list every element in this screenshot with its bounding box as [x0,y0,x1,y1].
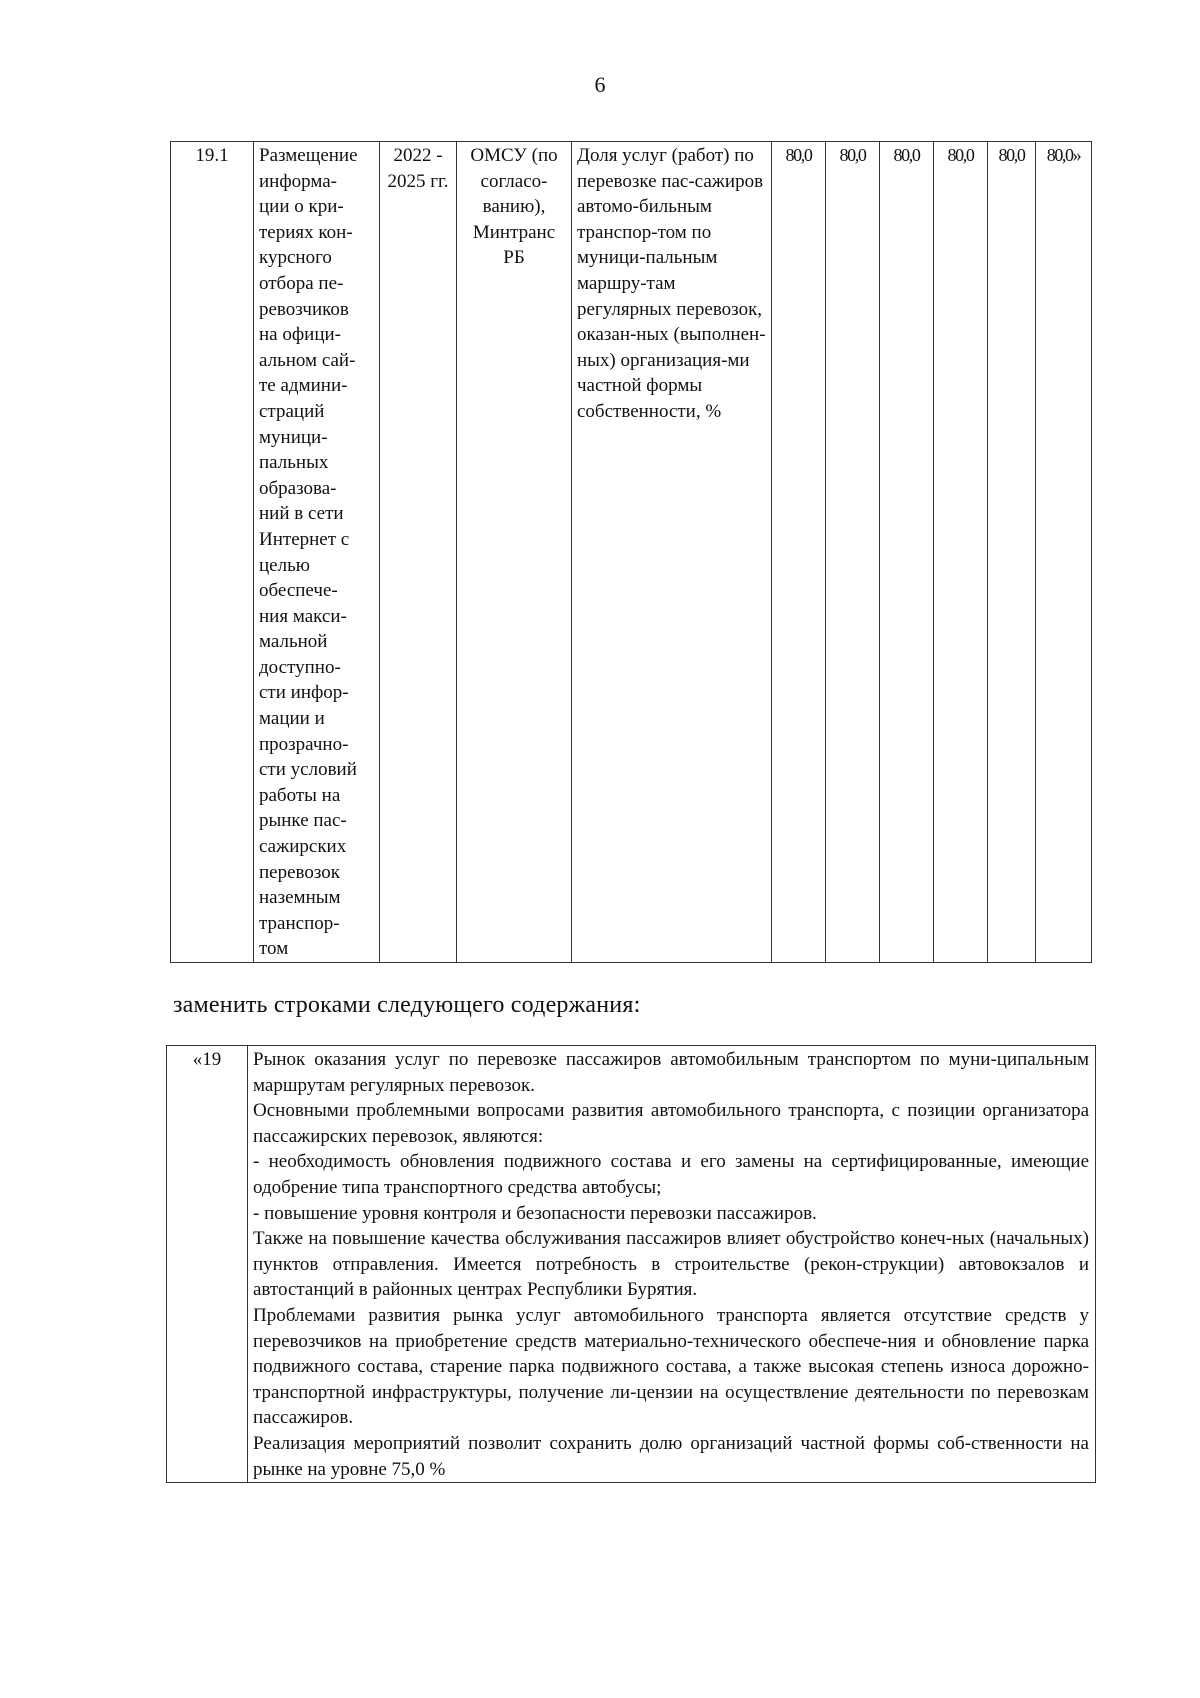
paragraph: - необходимость обновления подвижного состава и его замены на сертифицированные, имеющие одобрение типа транспортного средства автобусы; [253,1151,1089,1198]
page-number: 6 [594,72,606,97]
measure-description: Размещение информа- ции о кри- териях кон- курсного отбора пе- ревозчиков на офици- альном сай- те админи- страций муници- пальных образова- ний в сети Интернет с целью обеспече- ния макси- мальной доступно- сти инфор- мации и прозрачно- сти условий работы на рынке пас- сажирских перевозок наземным транспор- том [254,142,380,963]
row-number: 19.1 [171,142,254,963]
table-row [171,142,1092,963]
paragraph: Также на повышение качества обслуживания пассажиров влияет обустройство конеч-ных (начальных) пунктов отправления. Имеется потребность в строительстве (рекон-струкции) автовокзалов и автостанций в районных центрах Республики Бурятия. [253,1228,1089,1301]
value-cell: 80,0 [826,142,880,963]
executor-cell: ОМСУ (по согласо-ванию), Минтранс РБ [457,142,572,963]
indicator-cell: Доля услуг (работ) по перевозке пас-сажиров автомо-бильным транспор-том по муници-пальным маршру-там регулярных перевозок, оказан-ных (выполнен-ных) организация-ми частной формы собственности, % [572,142,772,963]
value-cell: 80,0 [988,142,1036,963]
market-description [248,1046,1096,1483]
measures-table-new [166,1045,1096,1483]
paragraph: Проблемами развития рынка услуг автомобильного транспорта является отсутствие средств у перевозчиков на приобретение средств материально-технического обеспече-ния и обновление парка подвижного состава, старение парка подвижного состава, а также высокая степень износа дорожно-транспортной инфраструктуры, получение ли-цензии на осуществление деятельности по перевозкам пассажиров. [253,1304,1089,1429]
replacement-caption: заменить строками следующего содержания: [173,992,641,1018]
measures-table-old [170,141,1092,963]
value-cell: 80,0 [772,142,826,963]
paragraph: Реализация мероприятий позволит сохранить долю организаций частной формы соб-ственности на рынке на уровне 75,0 % [253,1432,1089,1480]
paragraph: Рынок оказания услуг по перевозке пассажиров автомобильным транспортом по муни-ципальным маршрутам регулярных перевозок. [253,1049,1089,1096]
paragraph: - повышение уровня контроля и безопасности перевозки пассажиров. [253,1202,817,1224]
value-cell: 80,0 [934,142,988,963]
value-cell: 80,0» [1036,142,1092,963]
period-cell: 2022 - 2025 гг. [380,142,457,963]
paragraph: Основными проблемными вопросами развития автомобильного транспорта, с позиции организатора пассажирских перевозок, являются: [253,1100,1089,1147]
row-number: «19 [167,1046,248,1483]
table-row [167,1046,1096,1483]
value-cell: 80,0 [880,142,934,963]
